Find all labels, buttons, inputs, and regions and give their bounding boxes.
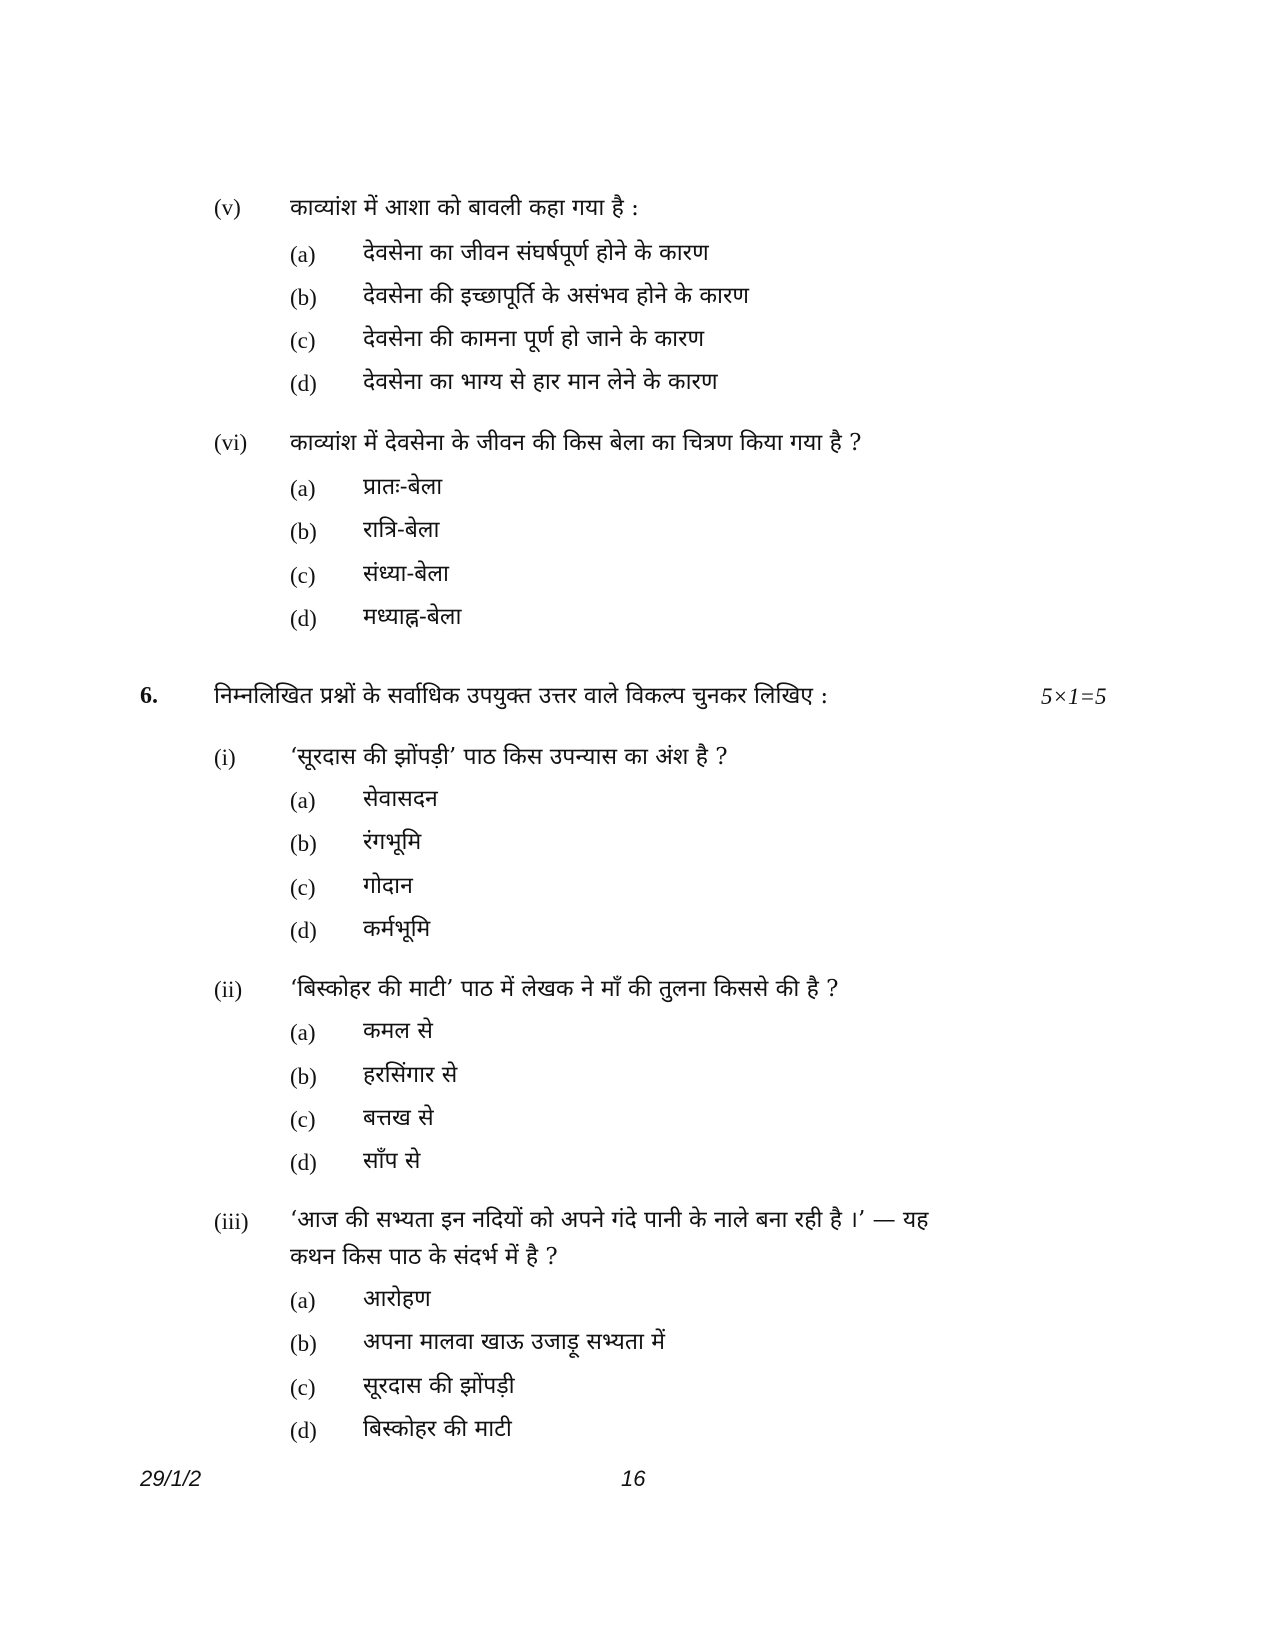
option-text: संध्या-बेला xyxy=(363,561,449,587)
option-label: (a) xyxy=(290,242,316,267)
option-text: अपना मालवा खाऊ उजाड़ू सभ्यता में xyxy=(363,1329,665,1355)
option-text: सूरदास की झोंपड़ी xyxy=(363,1373,515,1399)
option-text: देवसेना का जीवन संघर्षपूर्ण होने के कारण xyxy=(363,240,709,266)
option-label: (c) xyxy=(290,1375,316,1400)
option-text: रंगभूमि xyxy=(363,829,422,855)
marks-label: 5×1=5 xyxy=(1041,684,1107,709)
option-text: बिस्कोहर की माटी xyxy=(363,1416,512,1442)
option-label: (d) xyxy=(290,918,317,943)
question-text-line1: ‘आज की सभ्यता इन नदियों को अपने गंदे पानी के नाले बना रही है ।’ — यह xyxy=(290,1207,929,1233)
option-text: साँप से xyxy=(363,1148,421,1174)
option-text: हरसिंगार से xyxy=(363,1062,458,1088)
option-text: देवसेना की कामना पूर्ण हो जाने के कारण xyxy=(363,326,705,352)
question-label: (i) xyxy=(214,745,236,770)
option-label: (c) xyxy=(290,563,316,588)
option-text: कमल से xyxy=(363,1018,433,1044)
option-label: (c) xyxy=(290,328,316,353)
question-label: (vi) xyxy=(214,430,248,455)
option-label: (b) xyxy=(290,519,317,544)
option-label: (d) xyxy=(290,606,317,631)
option-text: कर्मभूमि xyxy=(363,916,431,942)
question-instruction: निम्नलिखित प्रश्नों के सर्वाधिक उपयुक्त उत्तर वाले विकल्प चुनकर लिखिए : xyxy=(214,683,829,709)
option-label: (b) xyxy=(290,1331,317,1356)
question-label: (ii) xyxy=(214,977,243,1002)
option-text: देवसेना का भाग्य से हार मान लेने के कारण xyxy=(363,369,718,395)
page-number: 16 xyxy=(621,1466,646,1491)
option-label: (a) xyxy=(290,1288,316,1313)
question-text: ‘बिस्कोहर की माटी’ पाठ में लेखक ने माँ की तुलना किससे की है ? xyxy=(290,976,839,1002)
option-label: (b) xyxy=(290,831,317,856)
option-label: (c) xyxy=(290,1107,316,1132)
option-label: (a) xyxy=(290,476,316,501)
option-text: देवसेना की इच्छापूर्ति के असंभव होने के कारण xyxy=(363,283,750,309)
question-text-line2: कथन किस पाठ के संदर्भ में है ? xyxy=(290,1244,558,1270)
question-number: 6. xyxy=(140,683,158,709)
question-text: काव्यांश में देवसेना के जीवन की किस बेला का चित्रण किया गया है ? xyxy=(290,430,862,456)
option-text: आरोहण xyxy=(363,1286,431,1312)
question-text: ‘सूरदास की झोंपड़ी’ पाठ किस उपन्यास का अंश है ? xyxy=(290,744,728,770)
option-label: (b) xyxy=(290,1064,317,1089)
option-label: (d) xyxy=(290,371,317,396)
option-label: (d) xyxy=(290,1150,317,1175)
option-label: (a) xyxy=(290,1020,316,1045)
option-label: (d) xyxy=(290,1418,317,1443)
option-text: गोदान xyxy=(363,873,413,899)
option-text: रात्रि-बेला xyxy=(363,517,440,543)
option-label: (b) xyxy=(290,285,317,310)
option-text: प्रातः-बेला xyxy=(363,474,443,500)
question-text: काव्यांश में आशा को बावली कहा गया है : xyxy=(290,195,639,221)
option-text: सेवासदन xyxy=(363,786,438,812)
option-label: (c) xyxy=(290,875,316,900)
option-text: बत्तख से xyxy=(363,1105,434,1131)
question-label: (v) xyxy=(214,195,241,220)
option-text: मध्याह्न-बेला xyxy=(363,604,462,630)
question-label: (iii) xyxy=(214,1209,249,1234)
paper-code: 29/1/2 xyxy=(140,1466,202,1491)
option-label: (a) xyxy=(290,788,316,813)
